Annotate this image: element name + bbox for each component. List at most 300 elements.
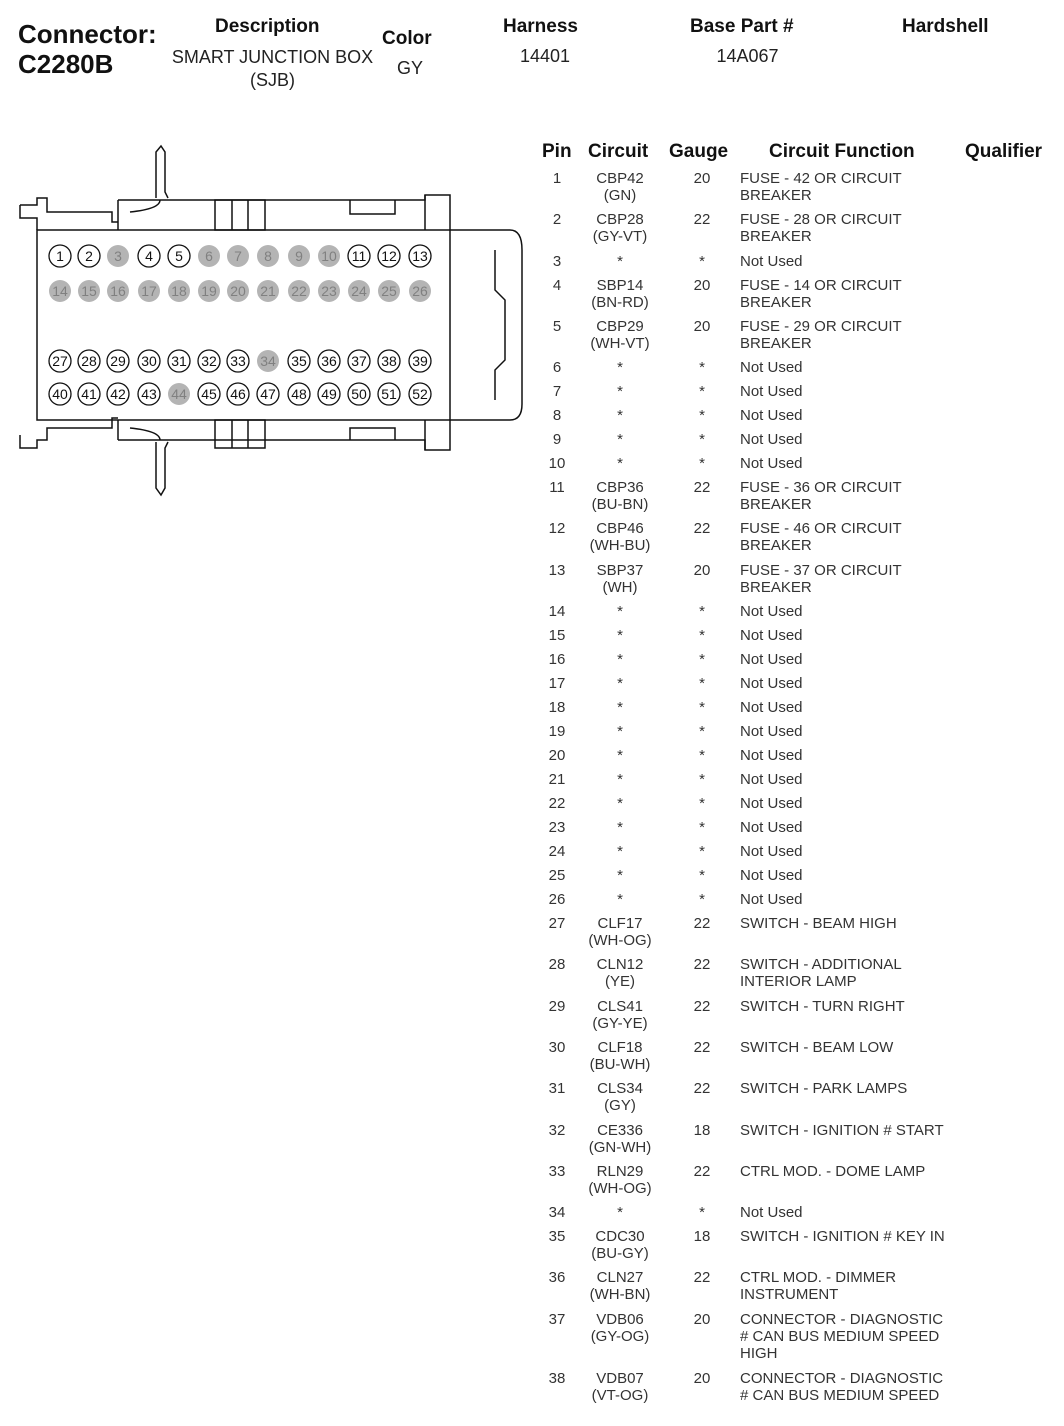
table-row	[534, 170, 1064, 211]
gauge-cell: 18	[693, 1228, 711, 1246]
table-row	[534, 956, 1064, 997]
function-cell: FUSE - 37 OR CIRCUIT BREAKER	[740, 561, 902, 596]
gauge-cell: 22	[693, 1162, 711, 1180]
pin-number: 19	[201, 283, 217, 299]
pin-cell: 20	[548, 747, 566, 765]
pin-number: 39	[412, 353, 428, 369]
circuit-cell: SBP14 (BN-RD)	[591, 276, 649, 311]
color-value: GY	[396, 58, 423, 78]
circuit-cell: *	[617, 1204, 623, 1222]
pin-cell: 5	[552, 317, 562, 335]
pin-cell: 30	[548, 1038, 566, 1056]
table-row	[534, 867, 1064, 891]
circuit-cell: CBP46 (WH-BU)	[589, 520, 651, 555]
gauge-cell: *	[699, 699, 705, 717]
pin-number: 49	[321, 386, 337, 402]
circuit-cell: *	[617, 891, 623, 909]
pin-cell: 35	[548, 1228, 566, 1246]
pin-number: 32	[201, 353, 217, 369]
function-cell: Not Used	[740, 891, 803, 909]
pin-number: 52	[412, 386, 428, 402]
pin-2	[78, 245, 100, 267]
function-cell: CTRL MOD. - DIMMER INSTRUMENT	[740, 1269, 897, 1304]
circuit-cell: *	[617, 699, 623, 717]
pin-9	[288, 245, 310, 267]
gauge-cell: 20	[693, 317, 711, 335]
table-row	[534, 1122, 1064, 1163]
pin-33	[227, 350, 249, 372]
pin-number: 40	[52, 386, 68, 402]
pin-43	[138, 383, 160, 405]
gauge-cell: 20	[693, 1369, 711, 1387]
circuit-cell: *	[617, 651, 623, 669]
pin-number: 30	[141, 353, 157, 369]
function-cell: Not Used	[740, 252, 803, 270]
harness-value: 14401	[519, 46, 571, 66]
gauge-cell: *	[699, 723, 705, 741]
pin-34	[257, 350, 279, 372]
table-row	[534, 1269, 1064, 1310]
pin-number: 37	[351, 353, 367, 369]
pin-37	[348, 350, 370, 372]
pin-27	[49, 350, 71, 372]
gauge-cell: *	[699, 603, 705, 621]
gauge-cell: *	[699, 627, 705, 645]
pin-14	[49, 280, 71, 302]
table-row	[534, 253, 1064, 277]
pin-50	[348, 383, 370, 405]
pin-6	[198, 245, 220, 267]
pin-number: 47	[260, 386, 276, 402]
gauge-cell: *	[699, 795, 705, 813]
base-part-label: Base Part #	[690, 16, 794, 37]
table-row	[534, 1163, 1064, 1204]
circuit-cell: CLN27 (WH-BN)	[589, 1269, 651, 1304]
pin-cell: 18	[548, 699, 566, 717]
function-cell: Not Used	[740, 723, 803, 741]
gauge-cell: *	[699, 455, 705, 473]
function-cell: CTRL MOD. - DOME LAMP	[740, 1162, 926, 1180]
harness-label: Harness	[503, 16, 578, 37]
pin-cell: 37	[548, 1310, 566, 1328]
function-cell: SWITCH - PARK LAMPS	[740, 1080, 908, 1098]
function-cell: CONNECTOR - DIAGNOSTIC # CAN BUS MEDIUM SPEED HIGH	[740, 1310, 944, 1362]
pin-7	[227, 245, 249, 267]
gauge-cell: *	[699, 675, 705, 693]
pin-18	[168, 280, 190, 302]
circuit-cell: CLN12 (YE)	[596, 956, 644, 991]
function-cell: Not Used	[740, 1204, 803, 1222]
pin-number: 18	[171, 283, 187, 299]
circuit-cell: *	[617, 675, 623, 693]
function-cell: FUSE - 36 OR CIRCUIT BREAKER	[740, 479, 902, 514]
pin-number: 50	[351, 386, 367, 402]
pin-cell: 8	[552, 407, 562, 425]
circuit-cell: *	[617, 723, 623, 741]
pin-number: 17	[141, 283, 157, 299]
function-cell: Not Used	[740, 359, 803, 377]
table-row	[534, 675, 1064, 699]
circuit-cell: *	[617, 627, 623, 645]
gauge-cell: 22	[693, 1038, 711, 1056]
pin-number: 4	[145, 248, 153, 264]
table-row	[534, 359, 1064, 383]
table-row	[534, 1204, 1064, 1228]
gauge-cell: 20	[693, 1310, 711, 1328]
pin-cell: 27	[548, 915, 566, 933]
pin-cell: 13	[548, 561, 566, 579]
function-cell: Not Used	[740, 843, 803, 861]
table-row	[534, 431, 1064, 455]
pin-cell: 4	[552, 276, 562, 294]
pin-cell: 17	[548, 675, 566, 693]
pin-26	[409, 280, 431, 302]
gauge-cell: *	[699, 843, 705, 861]
pin-number: 23	[321, 283, 337, 299]
circuit-cell: *	[617, 407, 623, 425]
pin-15	[78, 280, 100, 302]
function-cell: Not Used	[740, 603, 803, 621]
pin-48	[288, 383, 310, 405]
circuit-cell: *	[617, 795, 623, 813]
color-label: Color	[382, 28, 432, 49]
circuit-cell: CDC30 (BU-GY)	[591, 1228, 649, 1263]
pin-number: 35	[291, 353, 307, 369]
pin-35	[288, 350, 310, 372]
pin-number: 15	[81, 283, 97, 299]
circuit-cell: *	[617, 431, 623, 449]
table-row	[534, 843, 1064, 867]
pin-cell: 34	[548, 1204, 566, 1222]
table-row	[534, 795, 1064, 819]
pin-1	[49, 245, 71, 267]
pin-number: 34	[260, 353, 276, 369]
pin-28	[78, 350, 100, 372]
pin-cell: 9	[552, 431, 562, 449]
pin-21	[257, 280, 279, 302]
pin-number: 44	[171, 386, 187, 402]
col-header-circuit: Circuit	[588, 141, 649, 162]
gauge-cell: *	[699, 383, 705, 401]
circuit-cell: RLN29 (WH-OG)	[588, 1162, 652, 1197]
function-cell: Not Used	[740, 795, 803, 813]
table-row	[534, 211, 1064, 252]
pin-cell: 3	[552, 252, 562, 270]
pin-36	[318, 350, 340, 372]
table-row	[534, 1370, 1064, 1411]
circuit-cell: *	[617, 455, 623, 473]
connector-diagram	[0, 140, 530, 660]
pin-31	[168, 350, 190, 372]
function-cell: FUSE - 46 OR CIRCUIT BREAKER	[740, 520, 902, 555]
function-cell: SWITCH - IGNITION # START	[740, 1121, 944, 1139]
function-cell: Not Used	[740, 819, 803, 837]
pin-number: 48	[291, 386, 307, 402]
table-row	[534, 479, 1064, 520]
pin-8	[257, 245, 279, 267]
function-cell: Not Used	[740, 675, 803, 693]
gauge-cell: *	[699, 867, 705, 885]
pin-number: 36	[321, 353, 337, 369]
table-row	[534, 277, 1064, 318]
pin-number: 42	[110, 386, 126, 402]
pin-cell: 31	[548, 1080, 566, 1098]
pin-20	[227, 280, 249, 302]
gauge-cell: *	[699, 819, 705, 837]
pin-cell: 28	[548, 956, 566, 974]
function-cell: Not Used	[740, 431, 803, 449]
pin-cell: 33	[548, 1162, 566, 1180]
description-label: Description	[215, 16, 320, 37]
gauge-cell: 22	[693, 211, 711, 229]
pin-number: 1	[56, 248, 64, 264]
pin-32	[198, 350, 220, 372]
gauge-cell: 22	[693, 997, 711, 1015]
function-cell: Not Used	[740, 383, 803, 401]
pin-cell: 32	[548, 1121, 566, 1139]
gauge-cell: *	[699, 1204, 705, 1222]
table-row	[534, 520, 1064, 561]
base-part-value: 14A067	[716, 46, 779, 66]
pin-45	[198, 383, 220, 405]
pin-number: 12	[381, 248, 397, 264]
table-row	[534, 627, 1064, 651]
pin-number: 24	[351, 283, 367, 299]
function-cell: SWITCH - BEAM LOW	[740, 1038, 894, 1056]
pin-number: 20	[230, 283, 246, 299]
pin-44	[168, 383, 190, 405]
function-cell: SWITCH - TURN RIGHT	[740, 997, 905, 1015]
pin-number: 5	[175, 248, 183, 264]
pin-23	[318, 280, 340, 302]
pin-cell: 6	[552, 359, 562, 377]
pin-39	[409, 350, 431, 372]
pin-12	[378, 245, 400, 267]
gauge-cell: 22	[693, 915, 711, 933]
table-row	[534, 1311, 1064, 1370]
circuit-cell: CBP36 (BU-BN)	[591, 479, 649, 514]
pin-number: 11	[351, 248, 367, 264]
pin-16	[107, 280, 129, 302]
pin-cell: 15	[548, 627, 566, 645]
pin-30	[138, 350, 160, 372]
circuit-cell: *	[617, 819, 623, 837]
circuit-cell: *	[617, 867, 623, 885]
gauge-cell: 22	[693, 1080, 711, 1098]
circuit-cell: CBP28 (GY-VT)	[592, 211, 648, 246]
circuit-cell: CBP42 (GN)	[596, 170, 644, 204]
function-cell: FUSE - 28 OR CIRCUIT BREAKER	[740, 211, 902, 246]
col-header-gauge: Gauge	[669, 141, 729, 162]
col-header-qualifier: Qualifier	[965, 141, 1043, 162]
pin-17	[138, 280, 160, 302]
function-cell: FUSE - 42 OR CIRCUIT BREAKER	[740, 170, 902, 204]
connector-id: C2280B	[18, 49, 114, 79]
pin-4	[138, 245, 160, 267]
pin-38	[378, 350, 400, 372]
pin-number: 16	[110, 283, 126, 299]
pin-46	[227, 383, 249, 405]
pin-number: 3	[114, 248, 122, 264]
gauge-cell: *	[699, 431, 705, 449]
pin-cell: 7	[552, 383, 562, 401]
pinout-table	[534, 170, 1064, 1411]
table-row	[534, 998, 1064, 1039]
pin-cell: 21	[548, 771, 566, 789]
function-cell: Not Used	[740, 699, 803, 717]
pin-13	[409, 245, 431, 267]
pin-51	[378, 383, 400, 405]
pin-22	[288, 280, 310, 302]
gauge-cell: 22	[693, 1269, 711, 1287]
pin-cell: 38	[548, 1369, 566, 1387]
pin-cell: 22	[548, 795, 566, 813]
pin-cell: 2	[552, 211, 562, 229]
table-row	[534, 1039, 1064, 1080]
pin-number: 41	[81, 386, 97, 402]
pin-number: 9	[295, 248, 303, 264]
col-header-pin: Pin	[542, 141, 572, 162]
gauge-cell: 20	[693, 276, 711, 294]
connector-label: Connector:	[18, 19, 157, 49]
function-cell: CONNECTOR - DIAGNOSTIC # CAN BUS MEDIUM SPEED	[740, 1369, 944, 1404]
circuit-cell: CBP29 (WH-VT)	[590, 317, 650, 352]
gauge-cell: *	[699, 359, 705, 377]
pin-cell: 25	[548, 867, 566, 885]
table-row	[534, 723, 1064, 747]
pin-49	[318, 383, 340, 405]
pin-number: 21	[260, 283, 276, 299]
circuit-cell: *	[617, 359, 623, 377]
pin-number: 43	[141, 386, 157, 402]
pin-number: 25	[381, 283, 397, 299]
pin-number: 46	[230, 386, 246, 402]
pin-cell: 1	[552, 170, 562, 187]
pin-cell: 10	[548, 455, 566, 473]
col-header-function: Circuit Function	[769, 141, 915, 162]
table-row	[534, 819, 1064, 843]
circuit-cell: CLF17 (WH-OG)	[588, 915, 652, 950]
pin-42	[107, 383, 129, 405]
gauge-cell: 20	[693, 561, 711, 579]
pin-cell: 26	[548, 891, 566, 909]
pin-number: 14	[52, 283, 68, 299]
table-row	[534, 771, 1064, 795]
function-cell: Not Used	[740, 455, 803, 473]
pin-40	[49, 383, 71, 405]
circuit-cell: *	[617, 771, 623, 789]
pin-5	[168, 245, 190, 267]
pin-cell: 36	[548, 1269, 566, 1287]
gauge-cell: *	[699, 891, 705, 909]
gauge-cell: *	[699, 407, 705, 425]
table-row	[534, 603, 1064, 627]
function-cell: Not Used	[740, 651, 803, 669]
table-row	[534, 562, 1064, 603]
function-cell: SWITCH - BEAM HIGH	[740, 915, 897, 933]
pin-cell: 16	[548, 651, 566, 669]
pin-number: 13	[412, 248, 428, 264]
table-row	[534, 383, 1064, 407]
pin-19	[198, 280, 220, 302]
pin-number: 38	[381, 353, 397, 369]
circuit-cell: SBP37 (WH)	[596, 561, 644, 596]
pin-number: 7	[234, 248, 242, 264]
function-cell: Not Used	[740, 627, 803, 645]
pin-number: 27	[52, 353, 68, 369]
circuit-cell: CLF18 (BU-WH)	[589, 1038, 651, 1073]
pin-number: 51	[381, 386, 397, 402]
table-row	[534, 699, 1064, 723]
function-cell: Not Used	[740, 747, 803, 765]
pin-layer	[49, 245, 431, 405]
pin-number: 22	[291, 283, 307, 299]
pin-11	[348, 245, 370, 267]
pin-52	[409, 383, 431, 405]
pin-number: 45	[201, 386, 217, 402]
gauge-cell: 20	[693, 170, 711, 187]
gauge-cell: *	[699, 771, 705, 789]
pin-number: 2	[85, 248, 93, 264]
pin-number: 28	[81, 353, 97, 369]
gauge-cell: 22	[693, 479, 711, 497]
pin-cell: 23	[548, 819, 566, 837]
pin-41	[78, 383, 100, 405]
pin-number: 8	[264, 248, 272, 264]
circuit-cell: VDB07 (VT-OG)	[591, 1369, 649, 1404]
connector-housing	[20, 146, 522, 495]
pin-25	[378, 280, 400, 302]
table-row	[534, 891, 1064, 915]
pin-number: 26	[412, 283, 428, 299]
circuit-cell: *	[617, 603, 623, 621]
pin-10	[318, 245, 340, 267]
circuit-cell: CLS41 (GY-YE)	[592, 997, 648, 1032]
pin-29	[107, 350, 129, 372]
pin-cell: 12	[548, 520, 566, 538]
gauge-cell: *	[699, 651, 705, 669]
pin-24	[348, 280, 370, 302]
table-row	[534, 1080, 1064, 1121]
circuit-cell: CE336 (GN-WH)	[588, 1121, 652, 1156]
pin-cell: 14	[548, 603, 566, 621]
pin-number: 31	[171, 353, 187, 369]
table-row	[534, 407, 1064, 431]
hardshell-label: Hardshell	[902, 16, 989, 37]
pin-number: 6	[205, 248, 213, 264]
function-cell: SWITCH - ADDITIONAL INTERIOR LAMP	[740, 956, 902, 991]
circuit-cell: *	[617, 747, 623, 765]
function-cell: Not Used	[740, 771, 803, 789]
pin-cell: 19	[548, 723, 566, 741]
circuit-cell: CLS34 (GY)	[597, 1080, 643, 1115]
table-row	[534, 651, 1064, 675]
table-row	[534, 455, 1064, 479]
gauge-cell: 18	[693, 1121, 711, 1139]
pin-3	[107, 245, 129, 267]
circuit-cell: *	[617, 383, 623, 401]
pin-cell: 11	[549, 479, 565, 497]
pin-47	[257, 383, 279, 405]
pin-number: 33	[230, 353, 246, 369]
function-cell: Not Used	[740, 407, 803, 425]
function-cell: FUSE - 29 OR CIRCUIT BREAKER	[740, 317, 902, 352]
gauge-cell: 22	[693, 520, 711, 538]
pin-number: 10	[321, 248, 337, 264]
function-cell: Not Used	[740, 867, 803, 885]
table-row	[534, 747, 1064, 771]
circuit-cell: *	[617, 843, 623, 861]
